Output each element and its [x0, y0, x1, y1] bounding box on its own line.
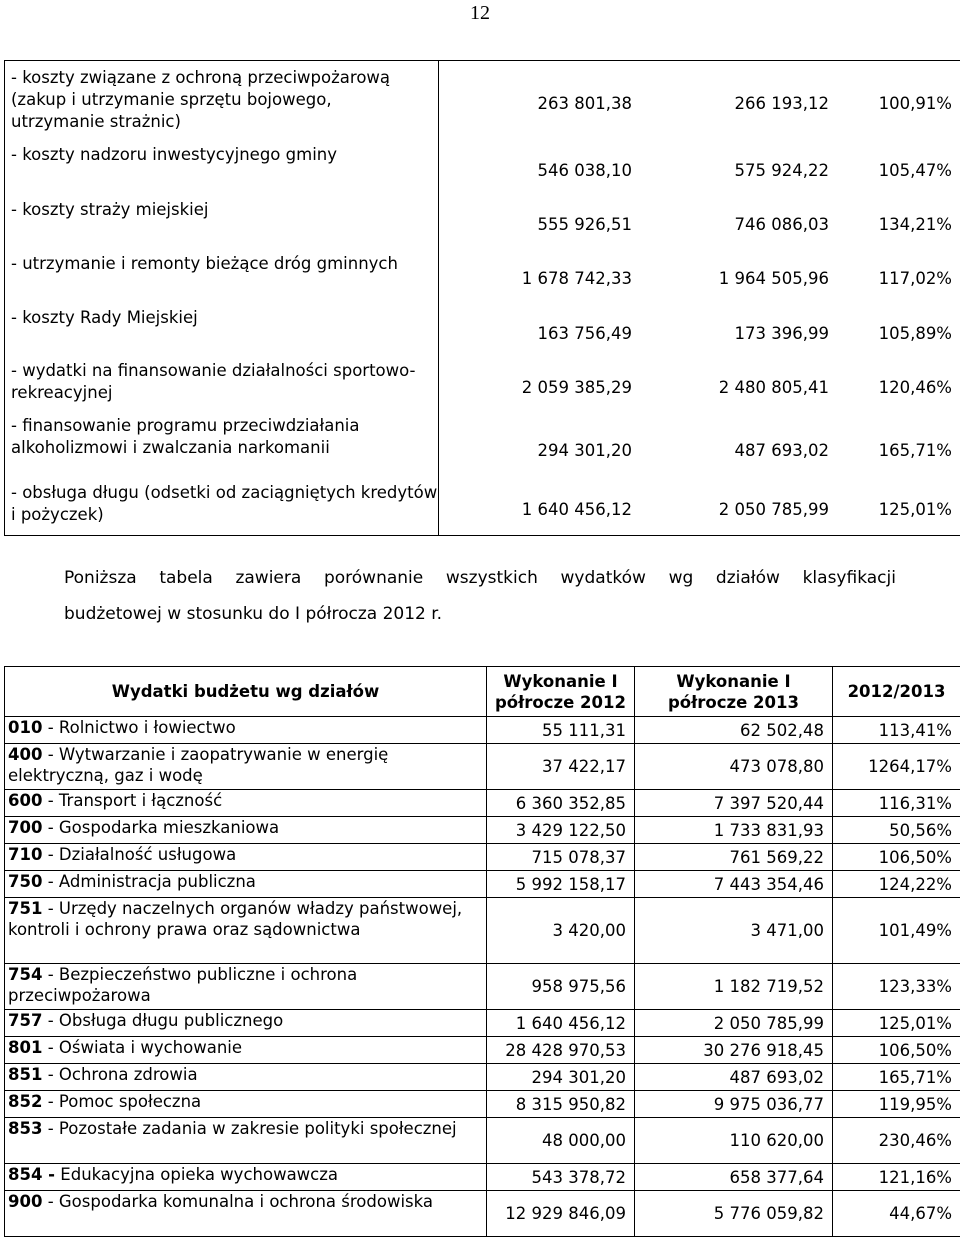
department-name — [5, 1064, 487, 1091]
department-label: - Ochrona zdrowia — [42, 1065, 198, 1084]
department-label: - Wytwarzanie i zaopatrywanie w energię elektryczną, gaz i wodę — [8, 745, 389, 785]
value-2012: 263 801,38 — [537, 94, 632, 113]
value-2012: 1 640 456,12 — [521, 500, 632, 519]
top-row-label: - wydatki na finansowanie działalności sportowo-rekreacyjnej — [11, 361, 416, 402]
value-2012: 55 111,31 — [487, 717, 635, 744]
value-2013: 1 733 831,93 — [635, 817, 833, 844]
value-2013: 3 471,00 — [635, 898, 833, 964]
value-2012: 555 926,51 — [537, 215, 632, 234]
table-row — [5, 1118, 960, 1164]
department-code: 854 - — [8, 1165, 56, 1184]
table-row — [5, 1191, 960, 1237]
table-row — [5, 717, 960, 744]
department-name — [5, 1010, 487, 1037]
department-code: 010 — [8, 718, 43, 737]
department-code: 700 — [8, 818, 43, 837]
department-code: 853 — [8, 1119, 43, 1138]
value-2012: 37 422,17 — [487, 744, 635, 790]
department-label: - Administracja publiczna — [42, 872, 256, 891]
top-row-label: - koszty straży miejskiej — [11, 200, 209, 219]
value-2012: 543 378,72 — [487, 1164, 635, 1191]
table-row — [5, 844, 960, 871]
department-label: - Rolnictwo i łowiectwo — [42, 718, 236, 737]
department-label: - Urzędy naczelnych organów władzy państwowej, kontroli i ochrony prawa oraz sądownictwa — [8, 899, 463, 939]
ratio: 101,49% — [833, 898, 960, 964]
department-name — [5, 817, 487, 844]
paragraph-word: Poniższa — [64, 568, 137, 588]
paragraph-word: działów — [715, 568, 780, 588]
paragraph-word: wszystkich — [445, 568, 538, 588]
value-2013: 110 620,00 — [635, 1118, 833, 1164]
value-2013: 1 182 719,52 — [635, 964, 833, 1010]
page-number: 12 — [470, 2, 490, 24]
ratio: 120,46% — [878, 378, 952, 397]
ratio: 121,16% — [833, 1164, 960, 1191]
top-row-label: - utrzymanie i remonty bieżące dróg gminnych — [11, 254, 398, 273]
department-name — [5, 1118, 487, 1164]
value-2013: 487 693,02 — [734, 441, 829, 460]
department-code: 400 — [8, 745, 43, 764]
table-header-row — [5, 667, 960, 717]
value-2013: 7 443 354,46 — [635, 871, 833, 898]
ratio: 116,31% — [833, 790, 960, 817]
value-2013: 5 776 059,82 — [635, 1191, 833, 1237]
ratio: 165,71% — [833, 1064, 960, 1091]
value-2013: 761 569,22 — [635, 844, 833, 871]
table-row — [5, 744, 960, 790]
paragraph-line-2: budżetowej w stosunku do I półrocza 2012 r. — [64, 604, 443, 624]
value-2012: 8 315 950,82 — [487, 1091, 635, 1118]
department-name — [5, 790, 487, 817]
ratio: 106,50% — [833, 844, 960, 871]
value-2012: 2 059 385,29 — [521, 378, 632, 397]
header-2012: Wykonanie I półrocze 2012 — [487, 667, 635, 717]
ratio: 165,71% — [878, 441, 952, 460]
department-code: 710 — [8, 845, 43, 864]
ratio: 44,67% — [833, 1191, 960, 1237]
value-2012: 48 000,00 — [487, 1118, 635, 1164]
value-2013: 30 276 918,45 — [635, 1037, 833, 1064]
value-2012: 6 360 352,85 — [487, 790, 635, 817]
table-row — [5, 1010, 960, 1037]
ratio: 100,91% — [878, 94, 952, 113]
value-2013: 62 502,48 — [635, 717, 833, 744]
department-code: 900 — [8, 1192, 43, 1211]
department-name — [5, 717, 487, 744]
value-2013: 2 050 785,99 — [718, 500, 829, 519]
department-name — [5, 744, 487, 790]
department-name — [5, 844, 487, 871]
department-code: 750 — [8, 872, 43, 891]
ratio: 105,89% — [878, 324, 952, 343]
top-row-label: - koszty związane z ochroną przeciwpożarową (zakup i utrzymanie sprzętu bojowego, utrzymanie strażnic) — [11, 68, 391, 131]
table-row — [5, 1164, 960, 1191]
value-2012: 5 992 158,17 — [487, 871, 635, 898]
department-name — [5, 1191, 487, 1237]
header-department: Wydatki budżetu wg działów — [5, 667, 487, 717]
value-2013: 658 377,64 — [635, 1164, 833, 1191]
department-code: 600 — [8, 791, 43, 810]
value-2012: 294 301,20 — [537, 441, 632, 460]
department-code: 852 — [8, 1092, 43, 1111]
paragraph-word: tabela — [159, 568, 213, 588]
ratio: 105,47% — [878, 161, 952, 180]
department-label: Edukacyjna opieka wychowawcza — [55, 1165, 339, 1184]
value-2012: 12 929 846,09 — [487, 1191, 635, 1237]
department-label: - Pozostałe zadania w zakresie polityki społecznej — [42, 1119, 457, 1138]
top-labels-cell — [5, 61, 439, 536]
value-2013: 746 086,03 — [734, 215, 829, 234]
paragraph-word: klasyfikacji — [802, 568, 896, 588]
department-name — [5, 1091, 487, 1118]
top-row-label: - finansowanie programu przeciwdziałania alkoholizmowi i zwalczania narkomanii — [11, 416, 360, 457]
value-2013: 266 193,12 — [734, 94, 829, 113]
value-2013: 575 924,22 — [734, 161, 829, 180]
table-row — [5, 964, 960, 1010]
department-label: - Oświata i wychowanie — [42, 1038, 243, 1057]
ratio: 125,01% — [878, 500, 952, 519]
value-2012: 1 640 456,12 — [487, 1010, 635, 1037]
department-label: - Gospodarka mieszkaniowa — [42, 818, 280, 837]
department-name — [5, 1037, 487, 1064]
department-code: 801 — [8, 1038, 43, 1057]
ratio: 119,95% — [833, 1091, 960, 1118]
value-2012: 28 428 970,53 — [487, 1037, 635, 1064]
value-2012: 715 078,37 — [487, 844, 635, 871]
value-2012: 1 678 742,33 — [521, 269, 632, 288]
value-2013: 2 050 785,99 — [635, 1010, 833, 1037]
ratio: 106,50% — [833, 1037, 960, 1064]
department-name — [5, 1164, 487, 1191]
top-row-label: - koszty Rady Miejskiej — [11, 308, 198, 327]
paragraph-word: zawiera — [235, 568, 302, 588]
ratio: 230,46% — [833, 1118, 960, 1164]
value-2012: 958 975,56 — [487, 964, 635, 1010]
ratio: 1264,17% — [833, 744, 960, 790]
department-label: - Obsługa długu publicznego — [42, 1011, 284, 1030]
department-label: - Działalność usługowa — [42, 845, 237, 864]
paragraph-line-1 — [64, 568, 896, 588]
department-name — [5, 871, 487, 898]
value-2012: 3 429 122,50 — [487, 817, 635, 844]
value-2012: 163 756,49 — [537, 324, 632, 343]
ratio: 113,41% — [833, 717, 960, 744]
header-ratio: 2012/2013 — [833, 667, 960, 717]
value-2013: 7 397 520,44 — [635, 790, 833, 817]
department-label: - Transport i łączność — [42, 791, 223, 810]
paragraph-word: wydatków — [560, 568, 646, 588]
table-row — [5, 790, 960, 817]
value-2012: 294 301,20 — [487, 1064, 635, 1091]
ratio: 123,33% — [833, 964, 960, 1010]
ratio: 50,56% — [833, 817, 960, 844]
value-2013: 473 078,80 — [635, 744, 833, 790]
department-code: 757 — [8, 1011, 43, 1030]
ratio: 125,01% — [833, 1010, 960, 1037]
table-row — [5, 1037, 960, 1064]
paragraph-word: wg — [668, 568, 694, 588]
top-row-label: - koszty nadzoru inwestycyjnego gminy — [11, 145, 337, 164]
department-label: - Bezpieczeństwo publiczne i ochrona przeciwpożarowa — [8, 965, 358, 1005]
department-code: 851 — [8, 1065, 43, 1084]
ratio: 117,02% — [878, 269, 952, 288]
value-2012: 546 038,10 — [537, 161, 632, 180]
top-values-cell — [439, 61, 960, 536]
value-2013: 2 480 805,41 — [718, 378, 829, 397]
ratio: 134,21% — [878, 215, 952, 234]
table-row — [5, 1064, 960, 1091]
paragraph-word: porównanie — [323, 568, 424, 588]
top-row-label: - obsługa długu (odsetki od zaciągniętych kredytów i pożyczek) — [11, 483, 438, 524]
department-code: 751 — [8, 899, 43, 918]
value-2012: 3 420,00 — [487, 898, 635, 964]
budget-by-department-table — [4, 666, 960, 1237]
table-row — [5, 1091, 960, 1118]
value-2013: 9 975 036,77 — [635, 1091, 833, 1118]
table-row — [5, 898, 960, 964]
top-expenses-table — [4, 60, 960, 536]
value-2013: 173 396,99 — [734, 324, 829, 343]
header-2013: Wykonanie I półrocze 2013 — [635, 667, 833, 717]
value-2013: 487 693,02 — [635, 1064, 833, 1091]
ratio: 124,22% — [833, 871, 960, 898]
department-label: - Gospodarka komunalna i ochrona środowiska — [42, 1192, 434, 1211]
department-name — [5, 964, 487, 1010]
department-name — [5, 898, 487, 964]
table-row — [5, 871, 960, 898]
value-2013: 1 964 505,96 — [718, 269, 829, 288]
table-row — [5, 817, 960, 844]
department-label: - Pomoc społeczna — [42, 1092, 202, 1111]
department-code: 754 — [8, 965, 43, 984]
